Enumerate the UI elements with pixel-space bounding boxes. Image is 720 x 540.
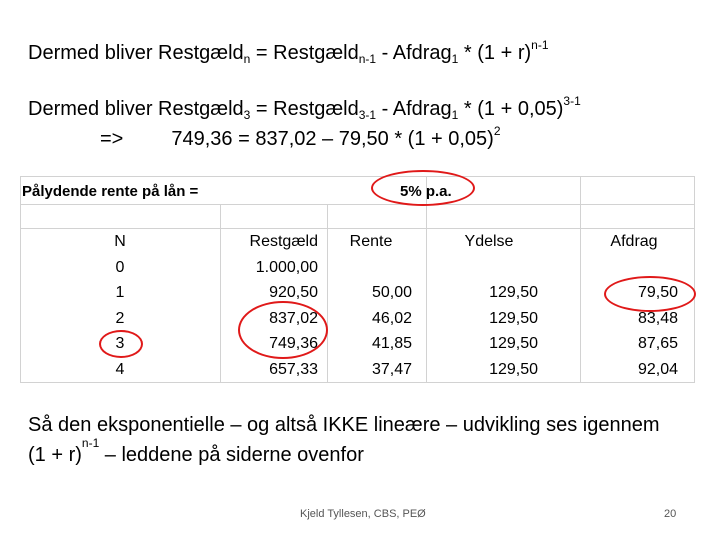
column-header: Ydelse	[464, 233, 514, 250]
highlight-circle-restgaeld	[238, 301, 328, 359]
column-n	[90, 229, 150, 383]
table-cell: 4	[115, 360, 125, 378]
column-ydelse	[440, 229, 538, 383]
formula-text: 749,36 = 837,02 – 79,50 * (1 + 0,05)	[171, 128, 494, 150]
rate-label: Pålydende rente på lån =	[22, 183, 199, 200]
subscript: 1	[451, 108, 459, 122]
highlight-circle-n3	[99, 330, 143, 358]
superscript: n-1	[531, 38, 549, 52]
footer-author: Kjeld Tyllesen, CBS, PEØ	[300, 508, 426, 520]
superscript: 2	[493, 124, 501, 138]
table-cell: 129,50	[489, 360, 538, 378]
formula-text: = Restgæld	[250, 42, 359, 64]
subscript: n-1	[358, 52, 377, 66]
column-header: Afdrag	[610, 233, 658, 250]
formula-specific	[28, 94, 581, 122]
table-cell: 129,50	[489, 309, 538, 327]
formula-text: - Afdrag	[376, 42, 452, 64]
table-cell	[330, 255, 412, 281]
column-header: Restgæld	[249, 233, 318, 250]
conclusion-paragraph	[28, 410, 668, 470]
subscript: 1	[451, 52, 459, 66]
formula-text: Dermed bliver Restgæld	[28, 42, 244, 64]
formula-text: Dermed bliver Restgæld	[28, 98, 244, 120]
formula-text: * (1 + r)	[458, 42, 532, 64]
table-cell: 129,50	[489, 335, 538, 353]
table-cell: 83,48	[637, 309, 678, 327]
formula-text: - Afdrag	[376, 98, 452, 120]
table-cell: 41,85	[371, 335, 412, 353]
table-cell: 837,02	[269, 309, 318, 327]
subscript: n	[243, 52, 251, 66]
formula-general	[28, 38, 549, 66]
formula-text: = Restgæld	[250, 98, 359, 120]
table-cell: 79,50	[637, 284, 678, 302]
subscript: 3-1	[358, 108, 377, 122]
table-cell: 129,50	[489, 284, 538, 302]
table-cell: 92,04	[637, 360, 678, 378]
table-cell: 0	[115, 258, 125, 276]
table-cell: 2	[115, 309, 125, 327]
table-cell: 657,33	[269, 360, 318, 378]
superscript: n-1	[81, 436, 100, 450]
highlight-circle-rate	[371, 170, 475, 206]
subscript: 3	[243, 108, 251, 122]
arrow: =>	[100, 128, 124, 150]
table-cell: 3	[115, 335, 125, 353]
table-cell: 50,00	[371, 284, 412, 302]
column-header: N	[114, 233, 126, 250]
formula-numeric	[100, 124, 501, 151]
table-cell: 87,65	[637, 335, 678, 353]
table-cell: 37,47	[371, 360, 412, 378]
column-rente	[330, 229, 412, 383]
page-number: 20	[664, 508, 677, 520]
superscript: 3-1	[563, 94, 581, 108]
rate-value: 5% p.a.	[400, 183, 452, 200]
table-cell: 920,50	[269, 284, 318, 302]
column-header: Rente	[349, 233, 393, 250]
formula-text: * (1 + 0,05)	[458, 98, 564, 120]
paragraph-text: Så den eksponentielle – og altså IKKE lineære – udvikling ses igennem (1 + r)	[28, 414, 660, 466]
table-cell	[440, 255, 538, 281]
highlight-circle-afdrag	[604, 276, 696, 312]
table-cell: 1	[115, 284, 125, 302]
paragraph-text: – leddene på siderne ovenfor	[99, 444, 364, 466]
table-cell: 1.000,00	[255, 258, 318, 276]
table-cell: 749,36	[269, 335, 318, 353]
table-cell: 46,02	[371, 309, 412, 327]
